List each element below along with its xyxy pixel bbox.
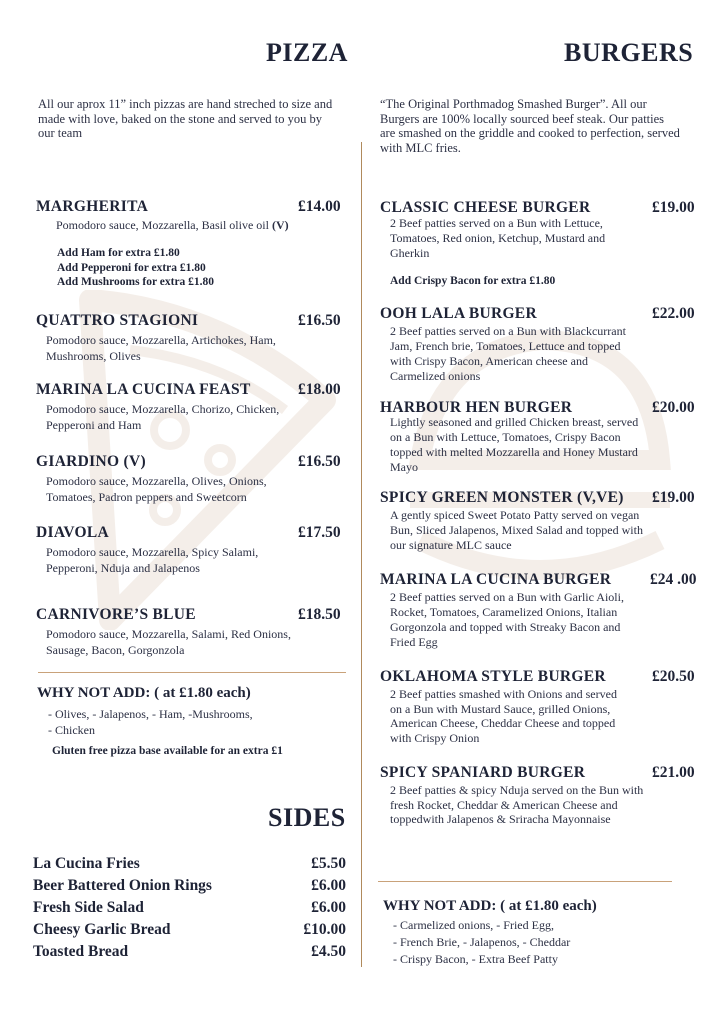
side-price: £5.50	[311, 855, 346, 872]
burgers-heading: BURGERS	[564, 38, 694, 67]
burger-item-desc: A gently spiced Sweet Potato Patty served on vegan Bun, Sliced Jalapenos, Mixed Salad and topped with our signature MLC sauce	[390, 508, 643, 552]
burger-item-desc: Lightly seasoned and grilled Chicken breast, served on a Bun with Lettuce, Tomatoes, Crispy Bacon topped with melted Mozzarella and Honey Mustard Mayo	[390, 415, 639, 474]
burger-item-price: £19.00	[652, 489, 695, 506]
pizza-item-price: £14.00	[298, 198, 341, 215]
burger-item-desc: 2 Beef patties served on a Bun with Lettuce, Tomatoes, Red onion, Ketchup, Mustard and Gherkin	[390, 216, 606, 260]
side-row	[33, 855, 346, 877]
pizza-extra: Add Ham for extra £1.80	[57, 247, 180, 259]
pizza-item-price: £18.00	[298, 381, 341, 398]
burgers-intro: “The Original Porthmadog Smashed Burger”. All our Burgers are 100% locally sourced beef steak. Our patties are smashed on the griddle and cooked to perfection, served with MLC fries.	[380, 97, 680, 155]
burger-item-price: £20.50	[652, 668, 695, 685]
column-divider	[361, 142, 362, 967]
pizza-item-desc: Pomodoro sauce, Mozzarella, Basil olive oil (V)	[56, 218, 289, 232]
burger-item-price: £22.00	[652, 305, 695, 322]
sides-list	[33, 855, 346, 965]
side-price: £6.00	[311, 899, 346, 916]
side-price: £4.50	[311, 943, 346, 960]
side-row	[33, 943, 346, 965]
why-not-line: - Crispy Bacon, - Extra Beef Patty	[393, 952, 558, 966]
why-not-line: - Olives, - Jalapenos, - Ham, -Mushrooms,	[48, 707, 253, 721]
why-not-line: - Carmelized onions, - Fried Egg,	[393, 918, 554, 932]
why-not-line: - Chicken	[48, 723, 95, 737]
burger-item-desc: 2 Beef patties served on a Bun with Blackcurrant Jam, French brie, Tomatoes, Lettuce and topped with Crispy Bacon, American cheese and Carmelized onions	[390, 324, 626, 383]
pizza-item-price: £17.50	[298, 524, 341, 541]
pizza-item-desc: Pomodoro sauce, Mozzarella, Spicy Salami, Pepperoni, Nduja and Jalapenos	[46, 545, 259, 575]
pizza-item-name: MARGHERITA	[36, 198, 149, 215]
pizza-item-desc: Pomodoro sauce, Mozzarella, Artichokes, Ham, Mushrooms, Olives	[46, 333, 276, 363]
side-name: Fresh Side Salad	[33, 899, 144, 916]
pizza-divider	[38, 672, 346, 673]
side-price: £6.00	[311, 877, 346, 894]
burger-item-name: OKLAHOMA STYLE BURGER	[380, 668, 606, 685]
burger-extra: Add Crispy Bacon for extra £1.80	[390, 275, 556, 287]
pizza-item-price: £16.50	[298, 453, 341, 470]
pizza-extra: Add Mushrooms for extra £1.80	[57, 276, 215, 288]
pizza-item-name: CARNIVORE’S BLUE	[36, 606, 196, 623]
burger-why-not-list	[393, 917, 570, 968]
pizza-extra: Add Pepperoni for extra £1.80	[57, 262, 206, 274]
burger-item-name: CLASSIC CHEESE BURGER	[380, 199, 591, 216]
burger-item-price: £21.00	[652, 764, 695, 781]
side-row	[33, 921, 346, 943]
pizza-item-name: DIAVOLA	[36, 524, 109, 541]
burger-item-desc: 2 Beef patties served on a Bun with Garlic Aioli, Rocket, Tomatoes, Caramelized Onions, Italian Gorgonzola and topped with Streaky Bacon and Fried Egg	[390, 590, 624, 649]
pizza-item-name: QUATTRO STAGIONI	[36, 312, 199, 329]
side-price: £10.00	[303, 921, 346, 938]
pizza-item-price: £18.50	[298, 606, 341, 623]
why-not-line: - French Brie, - Jalapenos, - Cheddar	[393, 935, 571, 949]
side-name: Toasted Bread	[33, 943, 129, 960]
side-name: Beer Battered Onion Rings	[33, 877, 212, 894]
gluten-free-note: Gluten free pizza base available for an extra £1	[52, 745, 283, 757]
burger-item-name: SPICY SPANIARD BURGER	[380, 764, 586, 781]
pizza-why-not-title: WHY NOT ADD: ( at £1.80 each)	[37, 685, 251, 701]
sides-heading: SIDES	[268, 803, 346, 832]
pizza-item-price: £16.50	[298, 312, 341, 329]
burger-item-name: HARBOUR HEN BURGER	[380, 399, 573, 416]
burger-item-name: OOH LALA BURGER	[380, 305, 537, 322]
pizza-item-desc: Pomodoro sauce, Mozzarella, Chorizo, Chicken, Pepperoni and Ham	[46, 402, 280, 432]
pizza-item-desc: Pomodoro sauce, Mozzarella, Salami, Red Onions, Sausage, Bacon, Gorgonzola	[46, 627, 291, 657]
burger-item-price: £24 .00	[650, 571, 697, 588]
pizza-item-name: GIARDINO (V)	[36, 453, 146, 470]
side-row	[33, 899, 346, 921]
burger-item-desc: 2 Beef patties smashed with Onions and served on a Bun with Mustard Sauce, grilled Onions, American Cheese, Cheddar Cheese and topped with Crispy Onion	[390, 687, 617, 745]
burger-item-name: MARINA LA CUCINA BURGER	[380, 571, 612, 588]
burger-item-price: £19.00	[652, 199, 695, 216]
pizza-item-desc: Pomodoro sauce, Mozzarella, Olives, Onions, Tomatoes, Padron peppers and Sweetcorn	[46, 474, 267, 504]
burger-item-price: £20.00	[652, 399, 695, 416]
side-row	[33, 877, 346, 899]
burger-divider	[378, 881, 672, 882]
burger-why-not-title: WHY NOT ADD: ( at £1.80 each)	[383, 898, 597, 914]
pizza-item-name: MARINA LA CUCINA FEAST	[36, 381, 251, 398]
pizza-why-not-list	[48, 706, 253, 738]
side-name: Cheesy Garlic Bread	[33, 921, 171, 938]
pizza-heading: PIZZA	[266, 38, 348, 67]
burger-item-desc: 2 Beef patties & spicy Nduja served on the Bun with fresh Rocket, Cheddar & American Cheese and toppedwith Jalapenos & Sriracha Mayonnaise	[390, 783, 644, 826]
vegetarian-tag: (V)	[271, 218, 289, 232]
burger-item-name: SPICY GREEN MONSTER (V,VE)	[380, 489, 624, 506]
side-name: La Cucina Fries	[33, 855, 140, 872]
pizza-intro: All our aprox 11” inch pizzas are hand streched to size and made with love, baked on the stone and served to you by our team	[38, 97, 333, 140]
